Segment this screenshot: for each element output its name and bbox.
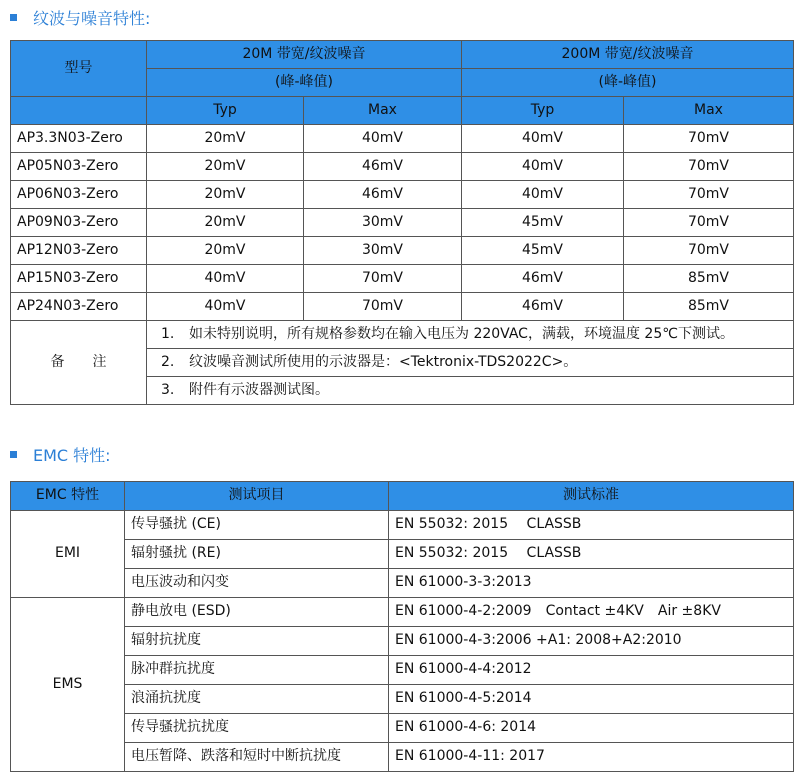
table-row bbox=[11, 569, 794, 598]
cell-max-200m: 70mV bbox=[624, 209, 794, 237]
note-number: 1. bbox=[161, 325, 175, 342]
table-row bbox=[11, 293, 794, 321]
cell-test-standard: EN 61000-4-5:2014 bbox=[389, 685, 794, 714]
note-text: 纹波噪音测试所使用的示波器是：<Tektronix-TDS2022C>。 bbox=[189, 353, 578, 370]
cell-test-standard: EN 61000-4-6: 2014 bbox=[389, 714, 794, 743]
cell-test-standard: EN 55032: 2015 CLASSB bbox=[389, 511, 794, 540]
table-row bbox=[11, 685, 794, 714]
cell-typ-200m: 46mV bbox=[462, 265, 624, 293]
bullet-square-icon bbox=[10, 14, 17, 21]
cell-max-200m: 85mV bbox=[624, 265, 794, 293]
header-test-item: 测试项目 bbox=[125, 482, 389, 511]
note-label: 备 注 bbox=[11, 321, 147, 405]
cell-typ-200m: 40mV bbox=[462, 181, 624, 209]
header-max-20m: Max bbox=[304, 97, 462, 125]
cell-model: AP24N03-Zero bbox=[11, 293, 147, 321]
cell-typ-20m: 40mV bbox=[147, 265, 304, 293]
cell-typ-20m: 20mV bbox=[147, 153, 304, 181]
header-200m-sub: (峰-峰值) bbox=[462, 69, 794, 97]
emc-header-row bbox=[11, 482, 794, 511]
note-text: 如未特别说明，所有规格参数均在输入电压为 220VAC，满载，环境温度 25℃下测试。 bbox=[189, 325, 734, 342]
header-200m: 200M 带宽/纹波噪音 bbox=[462, 41, 794, 69]
cell-max-20m: 70mV bbox=[304, 265, 462, 293]
cell-max-20m: 46mV bbox=[304, 181, 462, 209]
cell-typ-20m: 20mV bbox=[147, 209, 304, 237]
table-row bbox=[11, 627, 794, 656]
cell-model: AP15N03-Zero bbox=[11, 265, 147, 293]
header-emc: EMC 特性 bbox=[11, 482, 125, 511]
cell-model: AP06N03-Zero bbox=[11, 181, 147, 209]
cell-test-standard: EN 55032: 2015 CLASSB bbox=[389, 540, 794, 569]
header-max-200m: Max bbox=[624, 97, 794, 125]
ripple-header-row-1 bbox=[11, 41, 794, 69]
table-row bbox=[11, 181, 794, 209]
cell-model: AP09N03-Zero bbox=[11, 209, 147, 237]
table-row bbox=[11, 656, 794, 685]
cell-max-20m: 70mV bbox=[304, 293, 462, 321]
header-typ-200m: Typ bbox=[462, 97, 624, 125]
table-row bbox=[11, 265, 794, 293]
table-row bbox=[11, 237, 794, 265]
cell-model: AP12N03-Zero bbox=[11, 237, 147, 265]
cell-typ-20m: 40mV bbox=[147, 293, 304, 321]
header-test-standard: 测试标准 bbox=[389, 482, 794, 511]
cell-typ-200m: 46mV bbox=[462, 293, 624, 321]
header-model: 型号 bbox=[11, 41, 147, 97]
table-row bbox=[11, 598, 794, 627]
cell-max-20m: 30mV bbox=[304, 209, 462, 237]
emc-table bbox=[10, 481, 794, 772]
cell-typ-200m: 40mV bbox=[462, 125, 624, 153]
note-item bbox=[147, 321, 794, 349]
cell-test-item: 静电放电 (ESD) bbox=[125, 598, 389, 627]
cell-test-standard: EN 61000-4-11: 2017 bbox=[389, 743, 794, 772]
cell-max-20m: 40mV bbox=[304, 125, 462, 153]
group-label-ems: EMS bbox=[11, 598, 125, 772]
table-row bbox=[11, 743, 794, 772]
header-20m: 20M 带宽/纹波噪音 bbox=[147, 41, 462, 69]
cell-max-200m: 70mV bbox=[624, 181, 794, 209]
cell-test-standard: EN 61000-4-4:2012 bbox=[389, 656, 794, 685]
cell-typ-200m: 40mV bbox=[462, 153, 624, 181]
table-row bbox=[11, 209, 794, 237]
note-text: 附件有示波器测试图。 bbox=[189, 381, 329, 398]
cell-test-item: 电压波动和闪变 bbox=[125, 569, 389, 598]
note-item bbox=[147, 349, 794, 377]
section-title-text: EMC 特性: bbox=[33, 446, 111, 465]
cell-typ-20m: 20mV bbox=[147, 125, 304, 153]
cell-model: AP05N03-Zero bbox=[11, 153, 147, 181]
note-row bbox=[11, 321, 794, 349]
section-title-emc bbox=[10, 443, 111, 466]
cell-test-item: 辐射抗扰度 bbox=[125, 627, 389, 656]
table-row bbox=[11, 540, 794, 569]
header-20m-sub: (峰-峰值) bbox=[147, 69, 462, 97]
cell-test-standard: EN 61000-4-3:2006 +A1: 2008+A2:2010 bbox=[389, 627, 794, 656]
table-row bbox=[11, 153, 794, 181]
cell-test-item: 电压暂降、跌落和短时中断抗扰度 bbox=[125, 743, 389, 772]
section-title-ripple bbox=[10, 6, 150, 29]
section-title-text: 纹波与噪音特性: bbox=[33, 9, 151, 28]
cell-max-200m: 70mV bbox=[624, 237, 794, 265]
table-row bbox=[11, 511, 794, 540]
group-label-emi: EMI bbox=[11, 511, 125, 598]
table-row bbox=[11, 125, 794, 153]
cell-test-item: 辐射骚扰 (RE) bbox=[125, 540, 389, 569]
header-blank bbox=[11, 97, 147, 125]
cell-max-200m: 70mV bbox=[624, 125, 794, 153]
cell-test-item: 脉冲群抗扰度 bbox=[125, 656, 389, 685]
ripple-header-row-3 bbox=[11, 97, 794, 125]
cell-typ-20m: 20mV bbox=[147, 237, 304, 265]
cell-test-item: 传导骚扰 (CE) bbox=[125, 511, 389, 540]
cell-test-item: 传导骚扰抗扰度 bbox=[125, 714, 389, 743]
header-typ-20m: Typ bbox=[147, 97, 304, 125]
cell-max-20m: 46mV bbox=[304, 153, 462, 181]
ripple-noise-table bbox=[10, 40, 794, 405]
cell-typ-200m: 45mV bbox=[462, 237, 624, 265]
table-row bbox=[11, 714, 794, 743]
cell-max-200m: 70mV bbox=[624, 153, 794, 181]
cell-typ-200m: 45mV bbox=[462, 209, 624, 237]
cell-max-200m: 85mV bbox=[624, 293, 794, 321]
bullet-square-icon bbox=[10, 451, 17, 458]
cell-test-standard: EN 61000-3-3:2013 bbox=[389, 569, 794, 598]
cell-max-20m: 30mV bbox=[304, 237, 462, 265]
cell-typ-20m: 20mV bbox=[147, 181, 304, 209]
note-number: 3. bbox=[161, 381, 175, 398]
note-number: 2. bbox=[161, 353, 175, 370]
cell-test-item: 浪涌抗扰度 bbox=[125, 685, 389, 714]
cell-test-standard: EN 61000-4-2:2009 Contact ±4KV Air ±8KV bbox=[389, 598, 794, 627]
cell-model: AP3.3N03-Zero bbox=[11, 125, 147, 153]
note-item bbox=[147, 377, 794, 405]
